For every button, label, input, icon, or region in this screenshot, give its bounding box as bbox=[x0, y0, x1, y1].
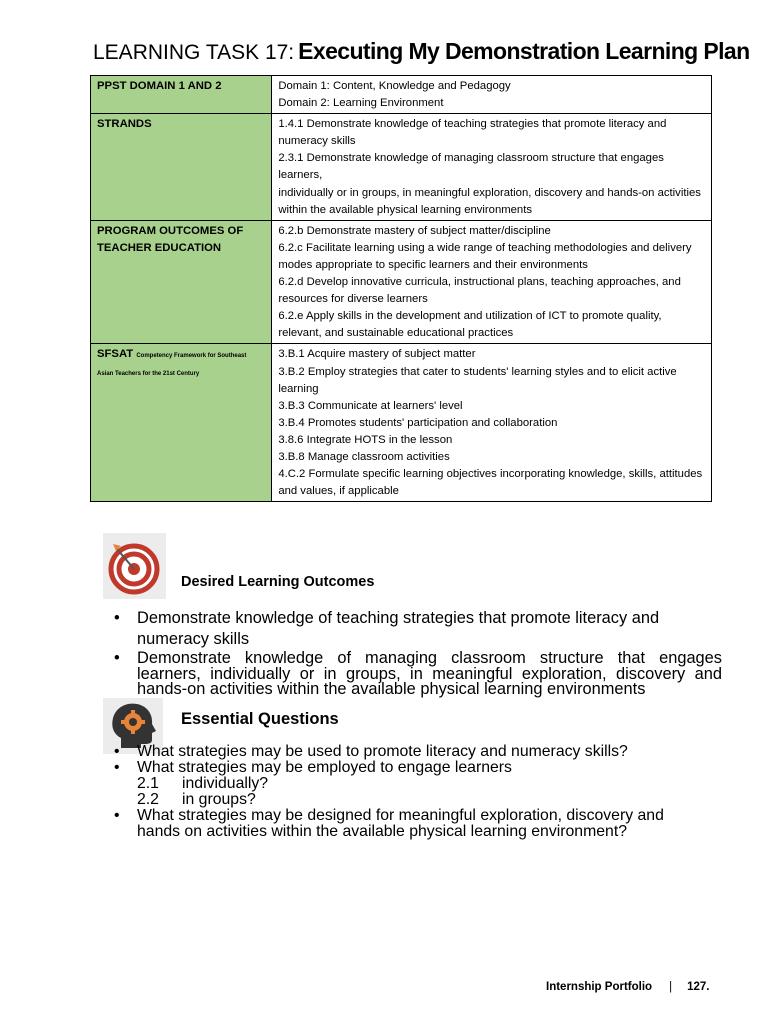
row-label: STRANDS bbox=[91, 114, 272, 221]
row-line: 3.B.3 Communicate at learners' level bbox=[278, 399, 463, 412]
table-row bbox=[91, 220, 712, 344]
page-title bbox=[93, 38, 750, 65]
row-label: PROGRAM OUTCOMES OF TEACHER EDUCATION bbox=[91, 220, 272, 344]
sub-item bbox=[137, 792, 720, 808]
row-content bbox=[272, 220, 712, 344]
row-line: 3.B.4 Promotes students' participation and collaboration bbox=[278, 416, 558, 429]
target-icon bbox=[103, 533, 166, 599]
page-footer bbox=[546, 981, 709, 993]
sfsat-caption-1: Competency Framework for Southeast bbox=[136, 353, 247, 360]
footer-separator: | bbox=[669, 981, 673, 993]
row-line: 3.B.8 Manage classroom activities bbox=[278, 450, 450, 463]
row-content bbox=[272, 76, 712, 114]
row-line: 2.3.1 Demonstrate knowledge of managing classroom structure that engages learners, bbox=[278, 152, 664, 182]
row-line: 6.2.d Develop innovative curricula, instructional plans, teaching approaches, and resources for diverse learners bbox=[278, 276, 681, 306]
title-main: Executing My Demonstration Learning Plan bbox=[298, 38, 750, 64]
row-line: 6.2.e Apply skills in the development and utilization of ICT to promote quality, relevant, and sustainable educational practices bbox=[278, 310, 662, 340]
questions-heading: Essential Questions bbox=[181, 710, 339, 728]
sub-item-text: in groups? bbox=[182, 791, 256, 808]
table-row bbox=[91, 114, 712, 221]
list-item bbox=[110, 760, 720, 808]
list-item: • Demonstrate knowledge of managing classroom structure that engages learners, individually or in groups, in meaningful exploration, discovery and hands-on activities within the available physical learning environments bbox=[110, 651, 722, 698]
list-item: • What strategies may be designed for meaningful exploration, discovery and hands on activities within the available physical learning environment? bbox=[110, 808, 697, 840]
outcomes-heading: Desired Learning Outcomes bbox=[181, 574, 375, 590]
row-label-sfsat bbox=[91, 344, 272, 502]
sfsat-caption-2: Asian Teachers for the 21st Century bbox=[97, 370, 200, 377]
row-line: 3.8.6 Integrate HOTS in the lesson bbox=[278, 433, 453, 446]
sub-item-text: individually? bbox=[182, 775, 269, 792]
sub-item-number: 2.1 bbox=[137, 775, 159, 792]
row-line: Domain 1: Content, Knowledge and Pedagogy bbox=[278, 80, 511, 92]
row-line: 3.B.2 Employ strategies that cater to students' learning styles and to elicit active learning bbox=[278, 365, 677, 395]
row-label: PPST DOMAIN 1 AND 2 bbox=[91, 76, 272, 114]
row-content bbox=[272, 114, 712, 221]
row-line: within the available physical learning environments bbox=[278, 203, 533, 216]
sub-item bbox=[137, 776, 720, 792]
outcomes-list bbox=[110, 608, 722, 698]
row-line: 6.2.c Facilitate learning using a wide range of teaching methodologies and delivery modes appropriate to specific learners and their environments bbox=[278, 241, 692, 271]
ppst-table bbox=[90, 75, 712, 502]
row-line: Domain 2: Learning Environment bbox=[278, 97, 444, 110]
list-item: • Demonstrate knowledge of teaching strategies that promote literacy and numeracy skills bbox=[110, 608, 722, 650]
row-line: individually or in groups, in meaningful exploration, discovery and hands-on activities bbox=[278, 186, 701, 199]
table-row bbox=[91, 344, 712, 502]
question-text: What strategies may be employed to engage learners bbox=[137, 759, 512, 776]
sfsat-label: SFSAT bbox=[97, 348, 134, 361]
table-row bbox=[91, 76, 712, 114]
row-line: 6.2.b Demonstrate mastery of subject matter/discipline bbox=[278, 224, 551, 237]
row-line: 4.C.2 Formulate specific learning objectives incorporating knowledge, skills, attitudes and values, if applicable bbox=[278, 468, 703, 498]
row-line: 3.B.1 Acquire mastery of subject matter bbox=[278, 348, 476, 361]
row-content bbox=[272, 344, 712, 502]
questions-list bbox=[110, 744, 720, 840]
list-item: • What strategies may be used to promote literacy and numeracy skills? bbox=[110, 744, 720, 760]
footer-label: Internship Portfolio bbox=[546, 981, 653, 993]
title-prefix: LEARNING TASK 17: bbox=[93, 41, 295, 64]
row-line: 1.4.1 Demonstrate knowledge of teaching strategies that promote literacy and numeracy skills bbox=[278, 118, 667, 148]
sub-item-number: 2.2 bbox=[137, 791, 159, 808]
page-number: 127. bbox=[687, 981, 710, 993]
